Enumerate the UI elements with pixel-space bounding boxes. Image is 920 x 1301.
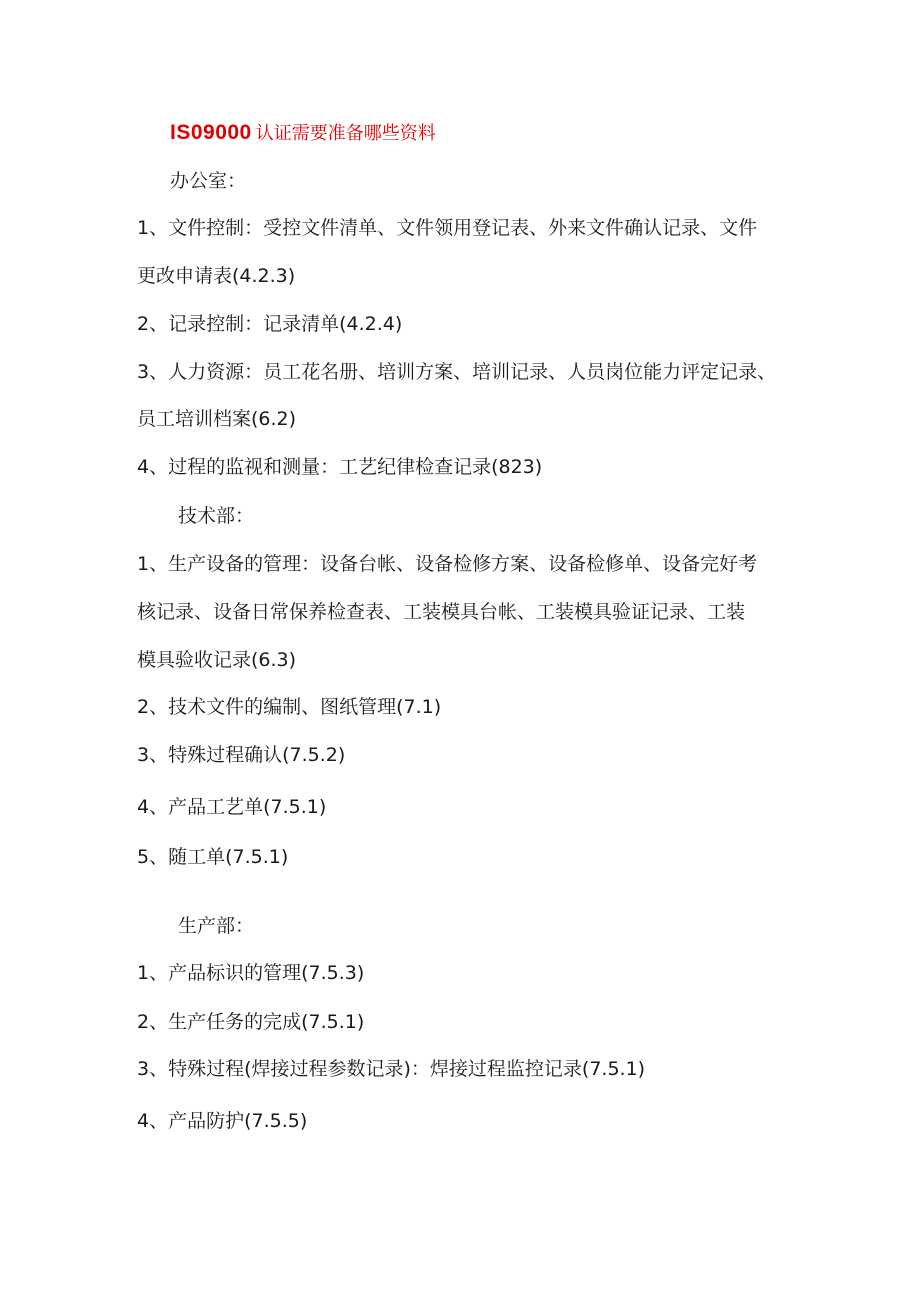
section-heading-production: 生产部： bbox=[178, 915, 255, 937]
production-line-1: 1、产品标识的管理(7.5.3) bbox=[137, 962, 365, 984]
office-line-1: 1、文件控制：受控文件清单、文件领用登记表、外来文件确认记录、文件 bbox=[137, 217, 758, 239]
office-line-2: 更改申请表(4.2.3) bbox=[137, 265, 296, 287]
document-title bbox=[170, 117, 436, 149]
production-line-4: 4、产品防护(7.5.5) bbox=[137, 1110, 308, 1132]
tech-line-6: 4、产品工艺单(7.5.1) bbox=[137, 796, 327, 818]
tech-line-5: 3、特殊过程确认(7.5.2) bbox=[137, 744, 346, 766]
tech-line-4: 2、技术文件的编制、图纸管理(7.1) bbox=[137, 696, 442, 718]
tech-line-2: 核记录、设备日常保养检查表、工装模具台帐、工装模具验证记录、工装 bbox=[137, 601, 746, 623]
production-line-2: 2、生产任务的完成(7.5.1) bbox=[137, 1011, 365, 1033]
tech-line-7: 5、随工单(7.5.1) bbox=[137, 846, 289, 868]
office-line-4: 3、人力资源：员工花名册、培训方案、培训记录、人员岗位能力评定记录、 bbox=[137, 361, 777, 383]
office-line-3: 2、记录控制：记录清单(4.2.4) bbox=[137, 313, 403, 335]
office-line-6: 4、过程的监视和测量：工艺纪律检查记录(823) bbox=[137, 456, 543, 478]
office-line-5: 员工培训档案(6.2) bbox=[137, 408, 297, 430]
section-heading-tech: 技术部： bbox=[178, 505, 255, 527]
production-line-3: 3、特殊过程(焊接过程参数记录)：焊接过程监控记录(7.5.1) bbox=[137, 1058, 646, 1080]
title-code: IS09000 bbox=[170, 121, 252, 144]
tech-line-1: 1、生产设备的管理：设备台帐、设备检修方案、设备检修单、设备完好考 bbox=[137, 553, 758, 575]
title-text: 认证需要准备哪些资料 bbox=[255, 123, 436, 144]
section-heading-office: 办公室： bbox=[170, 170, 247, 192]
tech-line-3: 模具验收记录(6.3) bbox=[137, 649, 297, 671]
